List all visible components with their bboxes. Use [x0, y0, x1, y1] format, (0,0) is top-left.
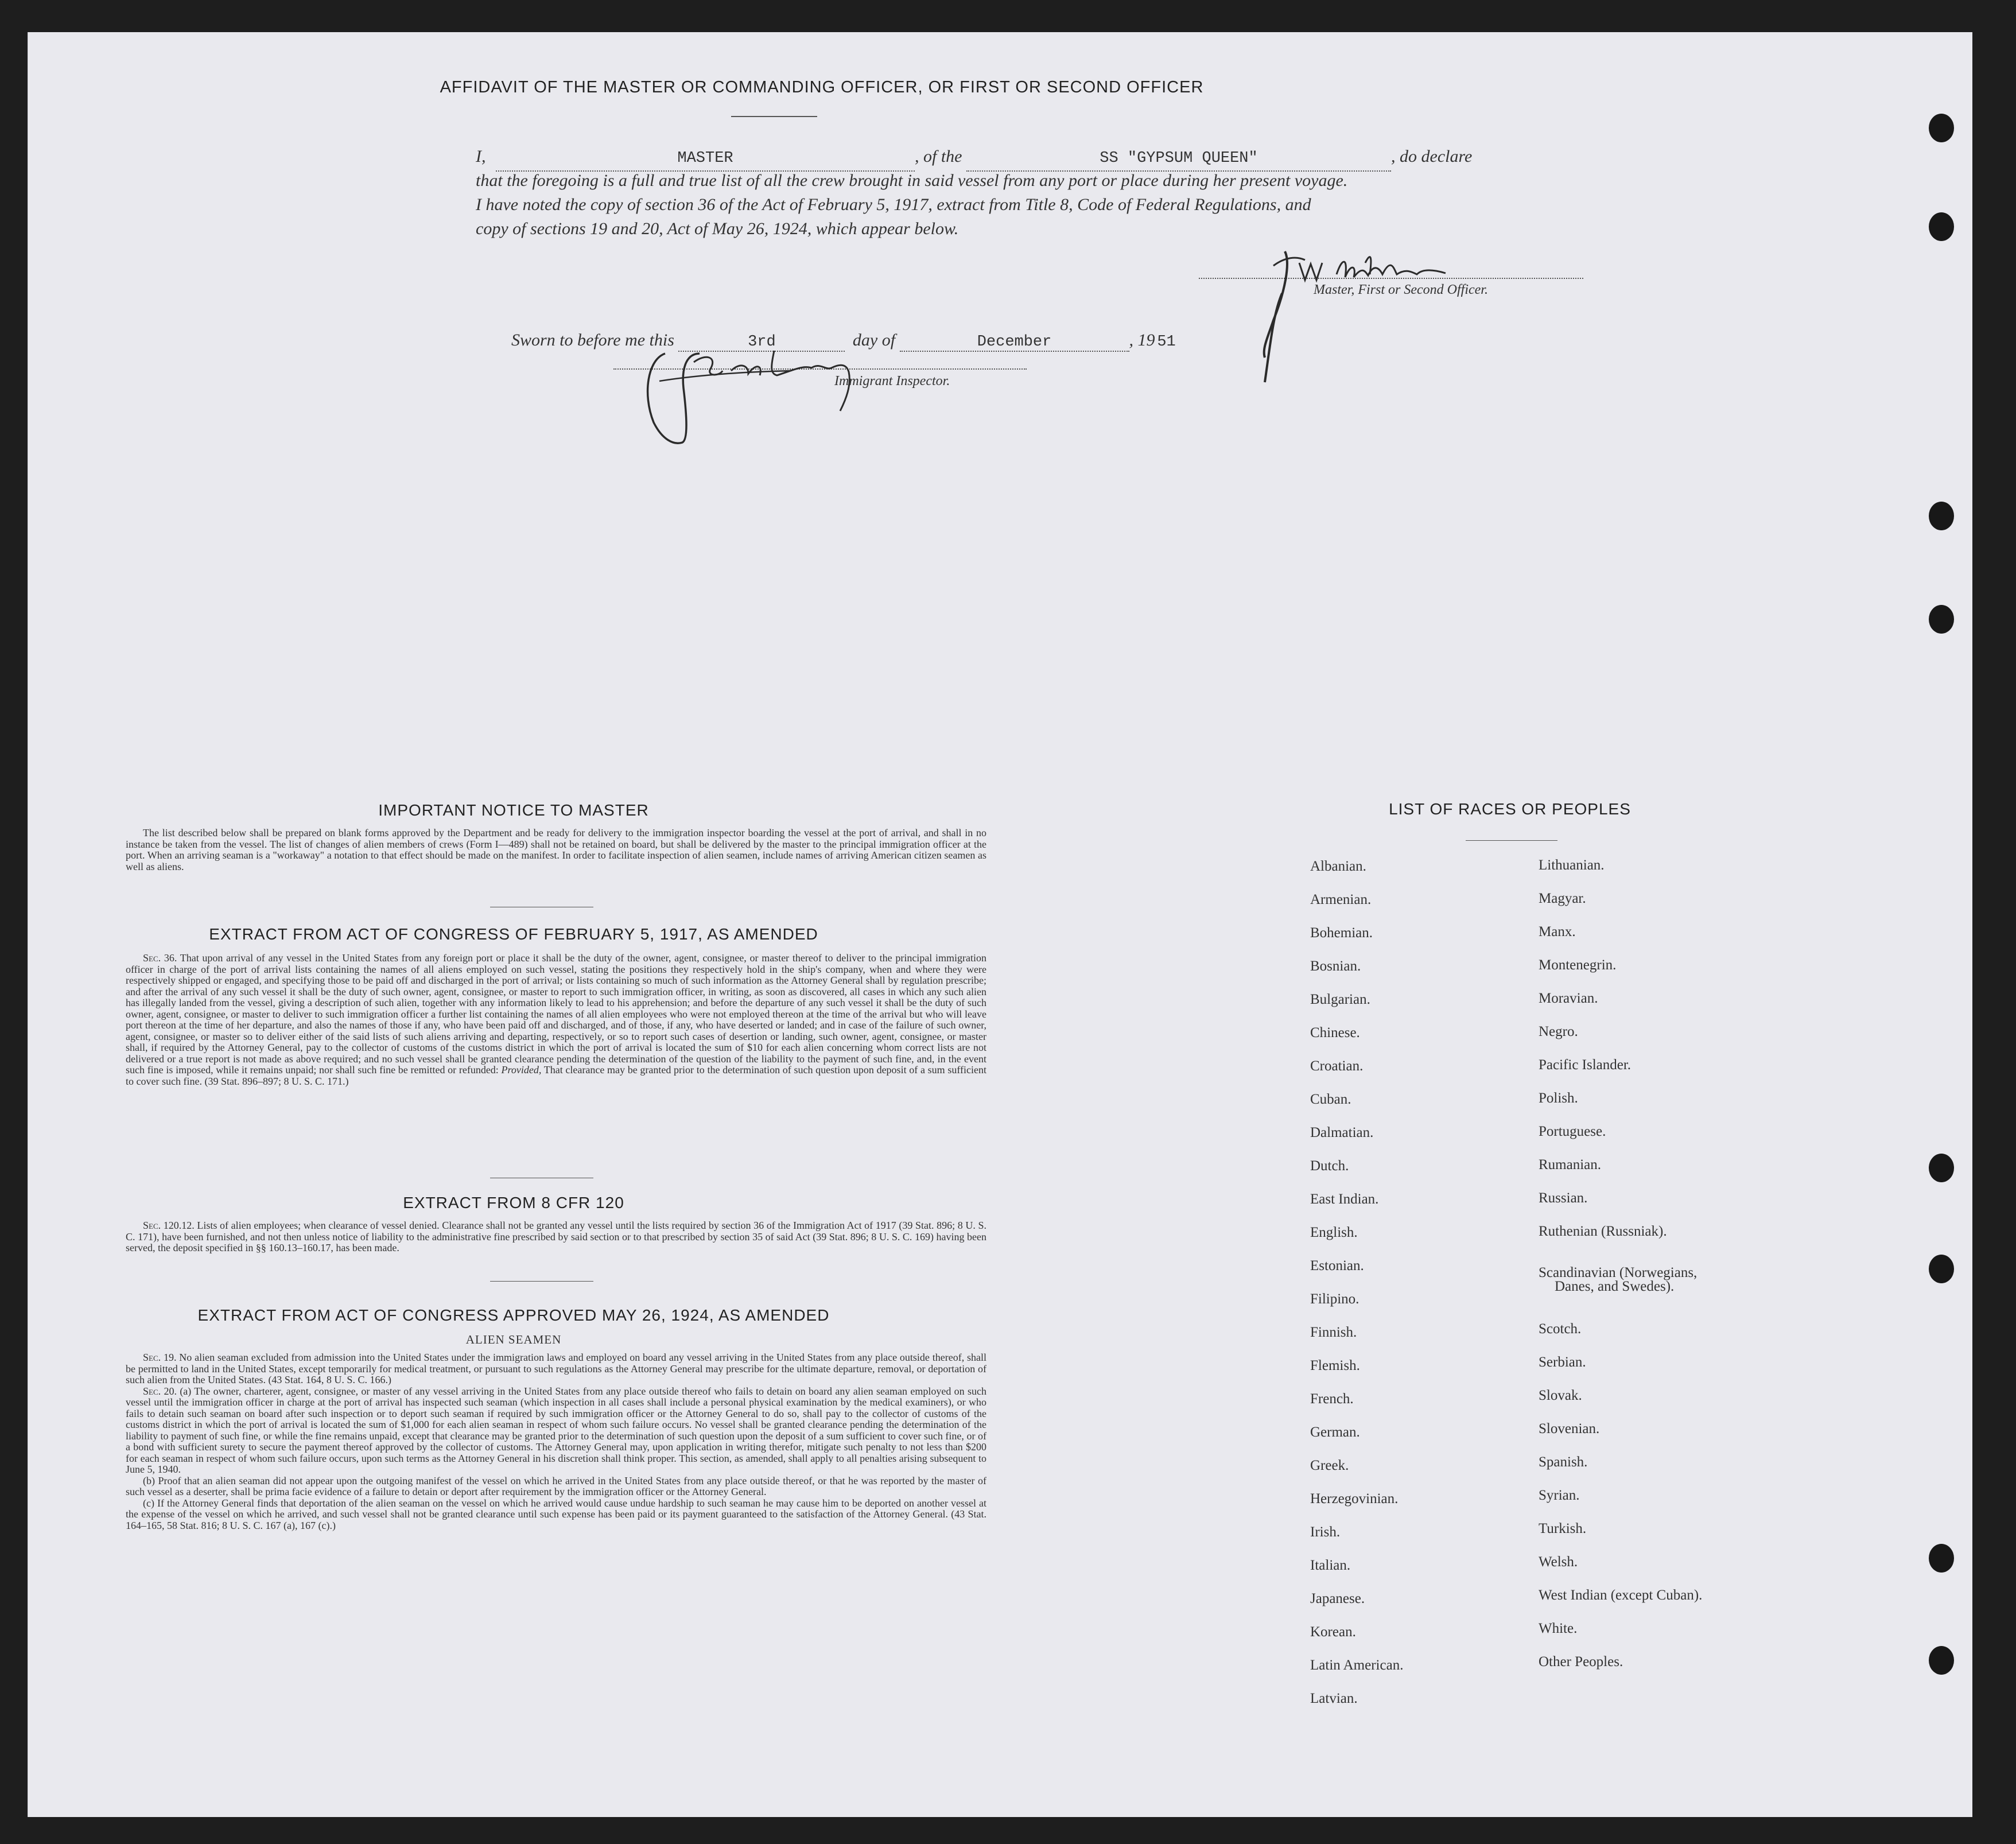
race-item: Korean.: [1310, 1624, 1356, 1640]
year-field: 51: [1157, 333, 1176, 351]
notice-text: The list described below shall be prepared on blank forms approved by the Department and be ready for delivery to the immigration inspector boarding the vessel at the port of arrival, and shall in no instance be taken from the vessel. The list of changes of alien members of crews (Form I—489) shall not be retained on board, but shall be delivered by the master to the principal immigration officer at the port. When an arriving seaman is a "workaway" a notation to that effect should be made on the manifest. In order to facilitate inspection of alien seamen, include names of arriving American citizen seamen as well as aliens.: [126, 827, 986, 872]
race-item: Slovenian.: [1539, 1421, 1600, 1437]
date-mark: [1256, 290, 1291, 388]
race-item: West Indian (except Cuban).: [1539, 1587, 1703, 1603]
race-item: Scotch.: [1539, 1321, 1582, 1337]
day-of-text: day of: [852, 331, 896, 350]
race-item: Latvian.: [1310, 1691, 1358, 1706]
race-item: Filipino.: [1310, 1291, 1359, 1307]
race-item: White.: [1539, 1621, 1578, 1636]
race-item: Albanian.: [1310, 859, 1366, 874]
race-item: Chinese.: [1310, 1025, 1360, 1041]
punch-hole: [1929, 502, 1954, 530]
inspector-caption: Immigrant Inspector.: [834, 374, 950, 389]
sec-19-body: No alien seaman excluded from admission into the United States under the immigration laws and employed on board any vessel arriving in the United States from any place outside thereof, shall be permitted to land in the United States, except temporarily for medical treatment, or pursuant to such regulations as the Attorney General may prescribe for the ultimate departure, removal, or deportation of such alien from the United States. (43 Stat. 164, 8 U. S. C. 166.): [126, 1352, 987, 1385]
declaration-line-3: I have noted the copy of section 36 of the Act of February 5, 1917, extract from Title 8, Code of Federal Regulations, and: [476, 195, 1311, 214]
race-item: Dalmatian.: [1310, 1125, 1374, 1140]
race-item: Welsh.: [1539, 1554, 1578, 1570]
declaration-line-4: copy of sections 19 and 20, Act of May 26, 1924, which appear below.: [476, 219, 959, 238]
extract-1917-title: EXTRACT FROM ACT OF CONGRESS OF FEBRUARY 5, 1917, AS AMENDED: [209, 925, 818, 943]
extract-1924-title: EXTRACT FROM ACT OF CONGRESS APPROVED MAY 26, 1924, AS AMENDED: [197, 1306, 830, 1324]
rank-field: MASTER: [496, 146, 915, 172]
extract-cfr-title: EXTRACT FROM 8 CFR 120: [403, 1194, 624, 1212]
race-item: English.: [1310, 1225, 1358, 1240]
punch-hole: [1929, 1646, 1954, 1675]
proviso-label: Provided,: [501, 1064, 542, 1076]
race-item: Greek.: [1310, 1458, 1349, 1473]
do-declare-text: , do declare: [1391, 147, 1473, 166]
race-item: Latin American.: [1310, 1657, 1404, 1673]
race-item: Irish.: [1310, 1524, 1341, 1540]
race-item: Scandinavian (Norwegians,: [1539, 1265, 1698, 1280]
race-item: Serbian.: [1539, 1354, 1586, 1370]
extract-1917-text: [126, 953, 986, 1087]
inspector-signature: [619, 331, 918, 463]
race-item: Cuban.: [1310, 1092, 1351, 1107]
race-item: Portuguese.: [1539, 1124, 1606, 1139]
sec-19-label: Sec. 19.: [143, 1352, 177, 1363]
extract-cfr-text: [126, 1220, 986, 1254]
races-title: LIST OF RACES OR PEOPLES: [1389, 800, 1631, 818]
sec-120-label: Sec. 120.12.: [143, 1220, 195, 1231]
divider: [1466, 840, 1557, 841]
race-item: Herzegovinian.: [1310, 1491, 1399, 1507]
divider: [490, 1281, 593, 1282]
year-prefix: , 19: [1129, 331, 1155, 350]
punch-hole: [1929, 605, 1954, 634]
document-page: [28, 32, 1972, 1817]
sec-36-body: That upon arrival of any vessel in the United States from any foreign port or place it shall be the duty of the owner, agent, consignee, or master thereof to deliver to the principal immigration officer in charge of the port of arrival lists containing the names of all aliens employed on such vessel, stating the positions they respectively hold in the ship's company, when and where they were respectively shipped or engaged, and specifying those to be paid off and discharged in the port of arrival; or lists containing so much of such information as the Attorney General shall by regulation prescribe; and after the arrival of any such vessel it shall be the duty of such owner, agent, consignee, or master to report to such immigration officer, in writing, as soon as discovered, all cases in which any such alien has illegally landed from the vessel, giving a description of such alien, together with any information likely to lead to his apprehension; and before the departure of any such vessel it shall be the duty of such owner, agent, consignee, or master to deliver to such immigration officer a further list containing the names of all alien employees who were not employed thereon at the time of the arrival but who will leave port thereon at the time of her departure, and also the names of those if any, who have been paid off and discharged, and of those, if any, who have deserted or landed; and in case of the failure of such owner, agent, consignee, or master so to deliver either of the said lists of such aliens arriving and departing, respectively, or so to report such cases of desertion or landing, such owner, agent, consignee, or master shall, if required by the Attorney General, pay to the collector of customs of the customs district in which the port of arrival is located the sum of $10 for each alien concerning whom correct lists are not delivered or a true report is not made as above required; and no such vessel shall be granted clearance pending the determination of the question of the liability to the payment of such fine, and, in the event such fine is imposed, while it remains unpaid; nor shall such fine be remitted or refunded:: [126, 952, 986, 1076]
race-item: Croatian.: [1310, 1058, 1364, 1074]
sec-20c-body: (c) If the Attorney General finds that deportation of the alien seaman on the vessel on which he arrived would cause undue hardship to such seaman he may cause him to be deported on another vessel at the expense of the vessel on which he arrived, and such vessel shall not be granted clearance until such expense has been paid or its payment guaranteed to the satisfaction of the Attorney General. (43 Stat. 164–165, 58 Stat. 816; 8 U. S. C. 167 (a), 167 (c).): [126, 1497, 986, 1531]
declaration: [476, 145, 1589, 241]
race-item: Rumanian.: [1539, 1157, 1602, 1173]
sec-36-label: Sec. 36.: [143, 952, 177, 964]
punch-hole: [1929, 114, 1954, 142]
of-the-text: , of the: [915, 147, 962, 166]
punch-hole: [1929, 1154, 1954, 1182]
race-item: Estonian.: [1310, 1258, 1364, 1274]
race-item: Turkish.: [1539, 1521, 1587, 1536]
race-item: Lithuanian.: [1539, 857, 1605, 873]
race-item: East Indian.: [1310, 1191, 1379, 1207]
punch-hole: [1929, 1544, 1954, 1573]
sec-36-tail: That clearance may be granted prior to the determination of such question upon deposit of a sum sufficient to cover such fine. (39 Stat. 896–897; 8 U. S. C. 171.): [126, 1064, 986, 1087]
race-item: Slovak.: [1539, 1388, 1582, 1403]
race-item: Magyar.: [1539, 891, 1586, 906]
extract-1924-text: [126, 1352, 986, 1531]
race-item: Bulgarian.: [1310, 992, 1370, 1007]
race-item: Armenian.: [1310, 892, 1372, 907]
race-item: Russian.: [1539, 1190, 1588, 1206]
declaration-line-2: that the foregoing is a full and true list of all the crew brought in said vessel from any port or place during her present voyage.: [476, 171, 1348, 190]
race-item: Bosnian.: [1310, 958, 1361, 974]
master-caption: Master, First or Second Officer.: [1314, 282, 1488, 297]
sworn-month-field: December: [900, 333, 1129, 352]
race-item: Manx.: [1539, 924, 1576, 940]
race-item: Pacific Islander.: [1539, 1057, 1632, 1073]
sec-120-body: Lists of alien employees; when clearance of vessel denied. Clearance shall not be granted any vessel until the lists required by section 36 of the Immigration Act of 1917 (39 Stat. 896; 8 U. S. C. 171), have been furnished, and not then unless notice of liability to the administrative fine prescribed by said section or to that prescribed by section 35 of said Act (39 Stat. 896; 8 U. S. C. 169) having been served, the deposit specified in §§ 160.13–160.17, has been made.: [126, 1220, 987, 1253]
notice-title: IMPORTANT NOTICE TO MASTER: [378, 801, 649, 819]
race-item: Montenegrin.: [1539, 957, 1617, 973]
sec-20a-body: (a) The owner, charterer, agent, consignee, or master of any vessel arriving in the United States from any place outside thereof who fails to detain on board any alien seaman employed on such vessel until the immigration officer in charge at the port of arrival has inspected such seaman (which inspection in all cases shall include a personal physical examination by the medical examiners), or who fails to detain such seaman on board after such inspection or to deport such seaman if required by such immigration officer or the Attorney General to do so, shall pay to the collector of customs of the customs district in which the port of arrival is located the sum of $1,000 for each alien seaman in respect of whom such failure occurs. No vessel shall be granted clearance pending the determination of the liability to payment of such fine, or while the fine remains unpaid, except that clearance may be granted prior to the determination of such question upon the deposit of a sum sufficient to cover such fine, or of a bond with sufficient surety to secure the payment thereof approved by the collector of customs. The Attorney General may, upon application in writing therefor, mitigate such penalty to not less than $200 for each seaman in respect of whom such failure occurs, upon such terms as the Attorney General in his discretion shall think proper. This section, as amended, shall apply to all penalties arising subsequent to June 5, 1940.: [126, 1385, 986, 1475]
race-item: Flemish.: [1310, 1358, 1360, 1373]
alien-seamen-subtitle: ALIEN SEAMEN: [465, 1333, 562, 1346]
race-item: German.: [1310, 1424, 1360, 1440]
race-item: Italian.: [1310, 1558, 1351, 1573]
sec-20-label: Sec. 20.: [143, 1385, 177, 1397]
race-item: Syrian.: [1539, 1488, 1580, 1503]
punch-hole: [1929, 1255, 1954, 1283]
race-item: Japanese.: [1310, 1591, 1365, 1606]
declaration-i: I,: [476, 147, 486, 166]
race-item: Danes, and Swedes).: [1555, 1279, 1675, 1294]
vessel-field: SS "GYPSUM QUEEN": [966, 146, 1391, 172]
sworn-prefix: Sworn to before me this: [511, 331, 674, 350]
race-item: Other Peoples.: [1539, 1654, 1623, 1670]
punch-hole: [1929, 212, 1954, 241]
race-item: Spanish.: [1539, 1454, 1588, 1470]
title-divider: [731, 116, 817, 117]
race-item: Dutch.: [1310, 1158, 1349, 1174]
sec-20b-body: (b) Proof that an alien seaman did not appear upon the outgoing manifest of the vessel on which he arrived in the United States from any place outside thereof, or that he was reported by the master of such vessel as a deserter, shall be prima facie evidence of a failure to detain or deport after requirement by the immigration officer or the Attorney General.: [126, 1474, 986, 1497]
race-item: Ruthenian (Russniak).: [1539, 1224, 1667, 1239]
affidavit-title: AFFIDAVIT OF THE MASTER OR COMMANDING OFFICER, OR FIRST OR SECOND OFFICER: [440, 78, 1204, 96]
race-item: Finnish.: [1310, 1325, 1357, 1340]
race-item: Bohemian.: [1310, 925, 1373, 941]
race-item: Negro.: [1539, 1024, 1578, 1039]
sworn-day-field: 3rd: [678, 333, 845, 352]
race-item: Moravian.: [1539, 991, 1598, 1006]
race-item: Polish.: [1539, 1090, 1578, 1106]
race-item: French.: [1310, 1391, 1354, 1407]
